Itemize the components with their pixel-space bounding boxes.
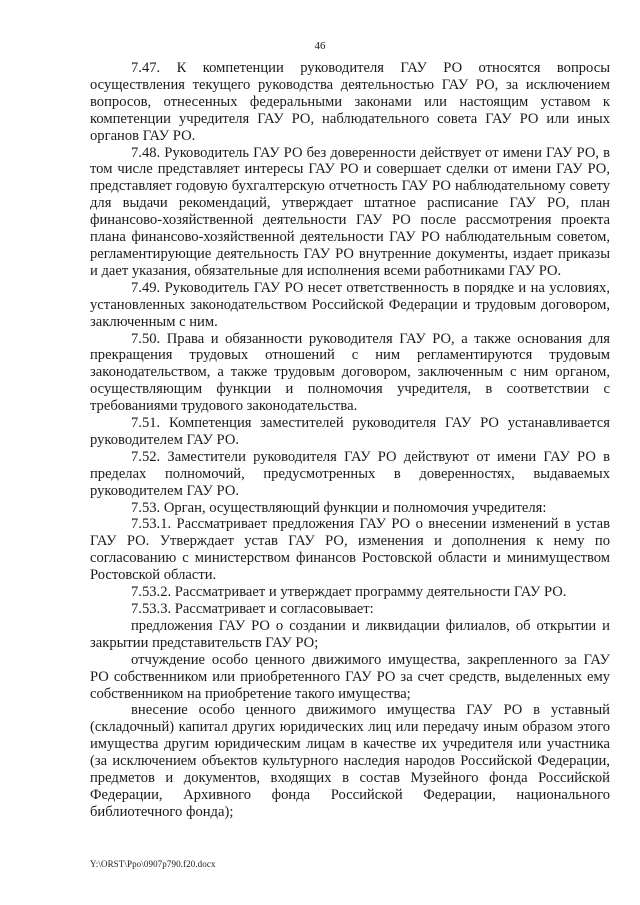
document-body bbox=[90, 60, 610, 821]
paragraph-7-53-2: 7.53.2. Рассматривает и утверждает программу деятельности ГАУ РО. bbox=[131, 584, 567, 601]
paragraph-7-48: 7.48. Руководитель ГАУ РО без доверенности действует от имени ГАУ РО, в том числе представляет интересы ГАУ РО и совершает сделки от имени ГАУ РО, представляет годовую бухгалтерскую отчетность ГАУ РО наблюдательному совету для выдачи рекомендаций, утверждает штатное расписание ГАУ РО, план финансово-хозяйственной деятельности ГАУ РО после рассмотрения проекта плана финансово-хозяйственной деятельности ГАУ РО наблюдательным советом, регламентирующие деятельность ГАУ РО внутренние документы, издает приказы и дает указания, обязательные для исполнения всеми работниками ГАУ РО. bbox=[90, 144, 610, 279]
list-item-alienation: отчуждение особо ценного движимого имущества, закрепленного за ГАУ РО собственником или приобретенного ГАУ РО за счет средств, выделенных ему собственником на приобретение такого имущества; bbox=[90, 651, 610, 702]
list-item-contribution: внесение особо ценного движимого имущества ГАУ РО в уставный (складочный) капитал других юридических лиц или передачу иным образом этого имущества другим юридическим лицам в качестве их учредителя или участника (за исключением объектов культурного наследия народов Российской Федерации, предметов и документов, входящих в состав Музейного фонда Российской Федерации, Архивного фонда Российской Федерации, национального библиотечного фонда); bbox=[90, 702, 610, 820]
paragraph-7-53-1: 7.53.1. Рассматривает предложения ГАУ РО о внесении изменений в устав ГАУ РО. Утверждает устав ГАУ РО, изменения и дополнения к нему по согласованию с министерством финансов Ростовской области и минимуществом Ростовской области. bbox=[90, 516, 610, 584]
paragraph-7-53-3: 7.53.3. Рассматривает и согласовывает: bbox=[131, 601, 374, 617]
footer-file-path: Y:\ORST\Ppo\0907p790.f20.docx bbox=[90, 859, 216, 869]
page-number: 46 bbox=[314, 40, 326, 52]
paragraph-7-49: 7.49. Руководитель ГАУ РО несет ответственность в порядке и на условиях, установленных законодательством Российской Федерации и трудовым договором, заключенным с ним. bbox=[90, 279, 610, 330]
paragraph-7-51: 7.51. Компетенция заместителей руководителя ГАУ РО устанавливается руководителем ГАУ РО. bbox=[90, 415, 610, 448]
paragraph-7-52: 7.52. Заместители руководителя ГАУ РО действуют от имени ГАУ РО в пределах полномочий, предусмотренных в доверенностях, выдаваемых руководителем ГАУ РО. bbox=[90, 448, 610, 499]
list-item-branches: предложения ГАУ РО о создании и ликвидации филиалов, об открытии и закрытии представительств ГАУ РО; bbox=[90, 617, 610, 651]
paragraph-7-50: 7.50. Права и обязанности руководителя ГАУ РО, а также основания для прекращения трудовых отношений с ним регламентируются трудовым законодательством, а также трудовым договором, заключенным с ним органом, осуществляющим функции и полномочия учредителя, в соответствии с требованиями трудового законодательства. bbox=[90, 330, 610, 415]
paragraph-7-53: 7.53. Орган, осуществляющий функции и полномочия учредителя: bbox=[131, 499, 547, 516]
paragraph-7-47: 7.47. К компетенции руководителя ГАУ РО относятся вопросы осуществления текущего руководства деятельностью ГАУ РО, за исключением вопросов, отнесенных федеральными законами или настоящим уставом к компетенции учредителя ГАУ РО, наблюдательного совета ГАУ РО или иных органов ГАУ РО. bbox=[90, 60, 610, 144]
